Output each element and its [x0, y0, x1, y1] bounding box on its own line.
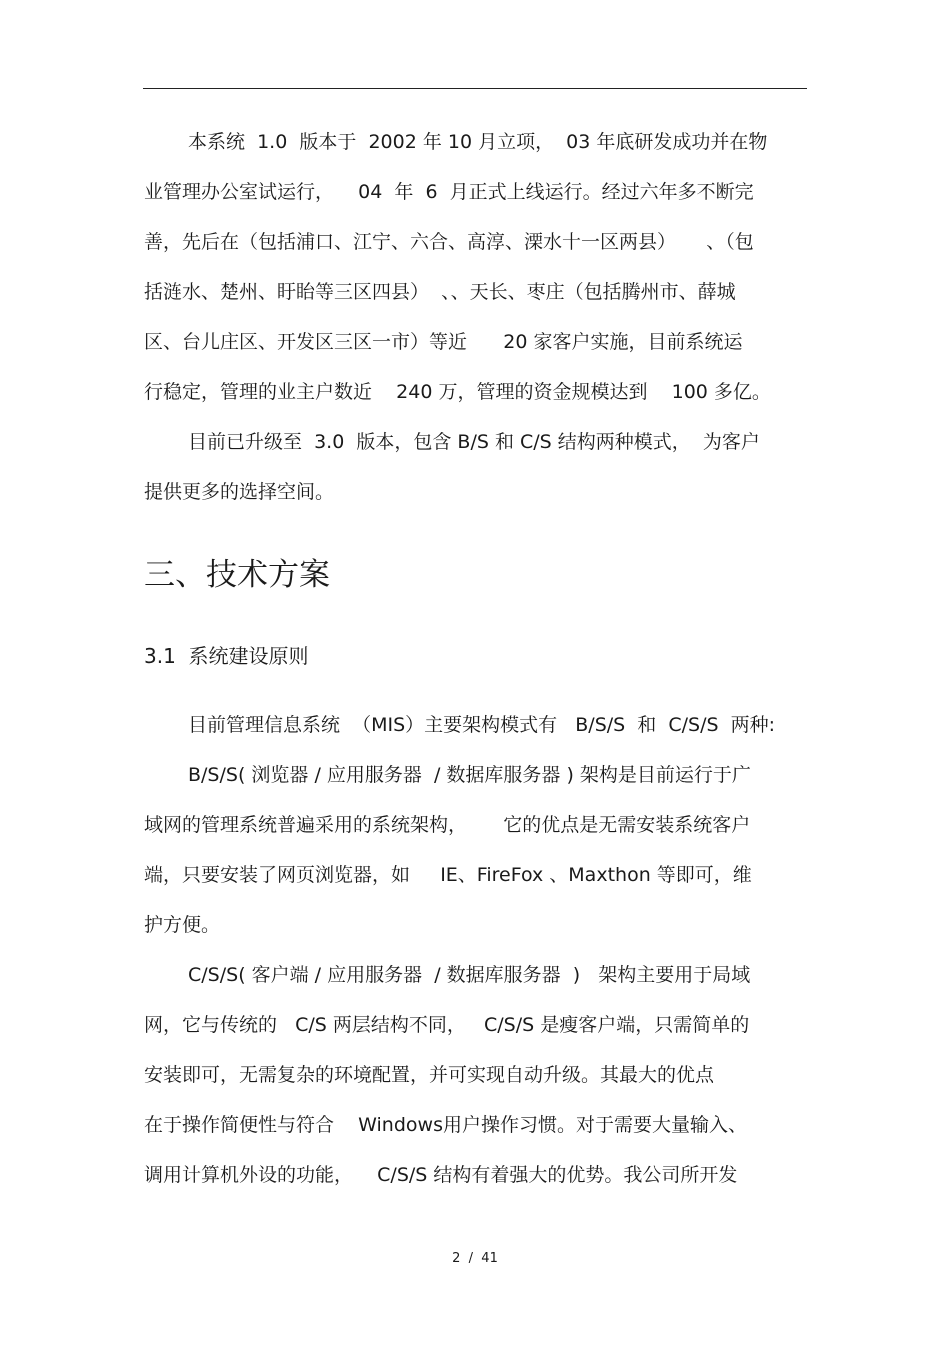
- paragraph-line: 护方便。: [144, 914, 221, 936]
- paragraph-line: 本系统 1.0 版本于 2002 年 10 月立项， 03 年底研发成功并在物: [188, 131, 768, 153]
- paragraph-line: 目前管理信息系统 （MIS）主要架构模式有 B/S/S 和 C/S/S 两种:: [188, 714, 776, 736]
- paragraph-line: 善，先后在（包括浦口、江宁、六合、高淳、溧水十一区两县） 、（包: [144, 231, 754, 253]
- paragraph-line: 目前已升级至 3.0 版本，包含 B/S 和 C/S 结构两种模式， 为客户: [188, 431, 760, 453]
- paragraph-line: 括涟水、楚州、盱眙等三区四县） 、、天长、枣庄（包括腾州市、薛城: [144, 281, 736, 303]
- paragraph-line: 网，它与传统的 C/S 两层结构不同， C/S/S 是瘦客户端，只需简单的: [144, 1014, 750, 1036]
- subsection-heading: 3.1 系统建设原则: [144, 644, 309, 668]
- paragraph-line: 域网的管理系统普遍采用的系统架构， 它的优点是无需安装系统客户: [144, 814, 751, 836]
- paragraph-line: 端，只要安装了网页浏览器，如 IE、FireFox 、Maxthon 等即可，维: [144, 864, 752, 886]
- section-heading: 三、技术方案: [144, 557, 330, 593]
- page-number: 2 / 41: [452, 1251, 498, 1266]
- paragraph-line: 安装即可，无需复杂的环境配置，并可实现自动升级。其最大的优点: [144, 1064, 715, 1086]
- paragraph-line: 在于操作简便性与符合 Windows用户操作习惯。对于需要大量输入、: [144, 1114, 747, 1136]
- paragraph-line: B/S/S( 浏览器 / 应用服务器 / 数据库服务器 ) 架构是目前运行于广: [188, 764, 751, 786]
- paragraph-line: C/S/S( 客户端 / 应用服务器 / 数据库服务器 ) 架构主要用于局域: [188, 964, 751, 986]
- paragraph-line: 业管理办公室试运行， 04 年 6 月正式上线运行。经过六年多不断完: [144, 181, 754, 203]
- paragraph-line: 调用计算机外设的功能， C/S/S 结构有着强大的优势。我公司所开发: [144, 1164, 738, 1186]
- paragraph-line: 区、台儿庄区、开发区三区一市）等近 20 家客户实施，目前系统运: [144, 331, 743, 353]
- paragraph-line: 行稳定，管理的业主户数近 240 万，管理的资金规模达到 100 多亿。: [144, 381, 771, 403]
- paragraph-line: 提供更多的选择空间。: [144, 481, 335, 503]
- header-rule: [143, 88, 807, 89]
